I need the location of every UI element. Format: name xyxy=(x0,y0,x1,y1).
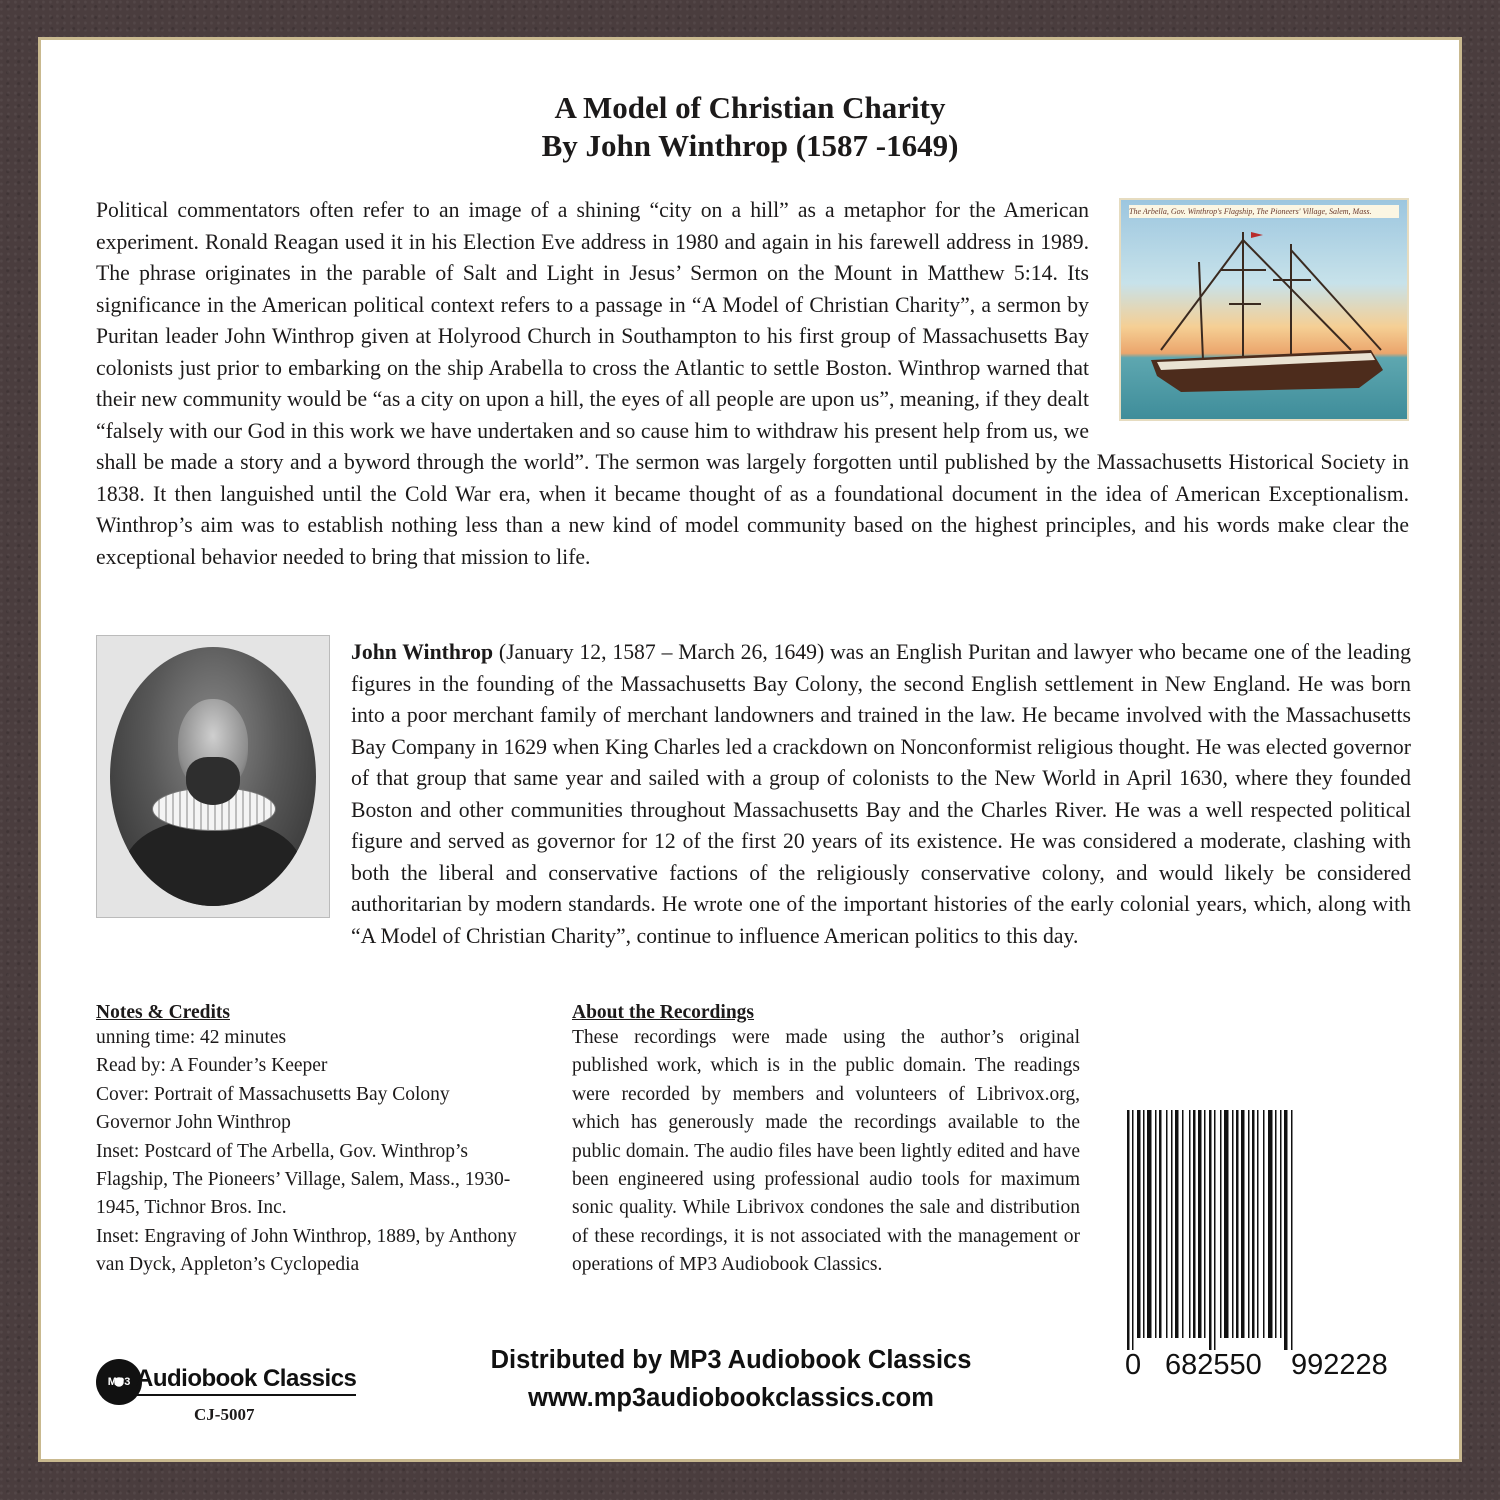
barcode-bar xyxy=(1209,1110,1212,1350)
barcode-bar xyxy=(1268,1110,1273,1338)
barcode-bar xyxy=(1291,1110,1293,1350)
notes-list xyxy=(96,1024,526,1280)
notes-line: unning time: 42 minutes xyxy=(96,1027,287,1048)
barcode-bar xyxy=(1232,1110,1234,1338)
barcode-digits-right: 992228 xyxy=(1291,1349,1388,1381)
barcode-bar xyxy=(1159,1110,1162,1338)
ship-postcard-image xyxy=(1119,198,1409,421)
title-line-1: A Model of Christian Charity xyxy=(554,90,946,125)
publisher-logo xyxy=(96,1357,357,1427)
bio-text: (January 12, 1587 – March 26, 1649) was an English Puritan and lawyer who became one of the leading figures in the founding of the Massachusetts Bay Colony, the second English settlement in New England. He was born into a poor merchant family of merchant landowners and trained in the law. He became involved with the Massachusetts Bay Company in 1629 when King Charles led a crackdown on Nonconformist religious thought. He was elected governor of that group that same year and sailed with a group of colonists to the New World in April 1630, where they founded Boston and other communities throughout Massachusetts Bay and the Charles River. He was a well respected political figure and served as governor for 12 of the first 20 years of its existence. He was considered a moderate, clashing with both the liberal and conservative factions of the religiously conservative colony, and would likely be considered authoritarian by modern standards. He wrote one of the important histories of the early colonial years, which, along with “A Model of Christian Charity”, continue to influence American politics to this day. xyxy=(351,640,1411,948)
website-url[interactable]: www.mp3audiobookclassics.com xyxy=(528,1384,934,1412)
notes-line: Inset: Postcard of The Arbella, Gov. Winthrop’s Flagship, The Pioneers’ Village, Salem, Mass., 1930-1945, Tichnor Bros. Inc. xyxy=(96,1140,511,1219)
winthrop-portrait xyxy=(96,635,330,918)
distributor-line: Distributed by MP3 Audiobook Classics xyxy=(490,1346,972,1374)
cd-icon: MP3 xyxy=(96,1359,142,1405)
recordings-text: These recordings were made using the author’s original published work, which is in the public domain. The readings were recorded by members and volunteers of Librivox.org, which has generously made the recordings available to the public domain. The audio files have been lightly edited and have been engineered using professional audio tools for maximum sonic quality. While Librivox condones the sale and distribution of these recordings, it is not associated with the management or operations of MP3 Audiobook Classics. xyxy=(572,1027,1080,1276)
barcode-bar xyxy=(1166,1110,1168,1338)
portrait-beard xyxy=(186,757,240,805)
barcode-bar xyxy=(1252,1110,1255,1338)
postcard-inset xyxy=(1119,198,1409,421)
cover-panel xyxy=(38,37,1462,1462)
barcode-bar xyxy=(1241,1110,1245,1338)
barcode-bar xyxy=(1248,1110,1250,1338)
barcode-bar xyxy=(1182,1110,1184,1338)
barcode-bar xyxy=(1143,1110,1145,1338)
barcode xyxy=(1125,1110,1415,1385)
barcode-bar xyxy=(1127,1110,1130,1350)
page-title xyxy=(41,89,1459,165)
barcode-bar xyxy=(1257,1110,1259,1338)
barcode-bar xyxy=(1224,1110,1229,1338)
portrait-oval xyxy=(110,647,316,906)
barcode-bar xyxy=(1263,1110,1265,1338)
notes-credits xyxy=(96,1002,526,1280)
barcode-bar xyxy=(1171,1110,1173,1338)
barcode-digits xyxy=(1125,1345,1415,1385)
barcode-bar xyxy=(1137,1110,1141,1338)
barcode-bar xyxy=(1220,1110,1222,1338)
ship-icon xyxy=(1121,200,1409,421)
barcode-bar xyxy=(1204,1110,1206,1338)
title-line-2: By John Winthrop (1587 -1649) xyxy=(541,128,959,163)
bio-name: John Winthrop xyxy=(351,640,494,664)
postcard-caption: The Arbella, Gov. Winthrop's Flagship, The Pioneers' Village, Salem, Mass. xyxy=(1129,205,1399,218)
intro-paragraph xyxy=(96,195,1409,573)
barcode-bar xyxy=(1189,1110,1191,1338)
barcode-bar xyxy=(1275,1110,1277,1338)
barcode-bar xyxy=(1132,1110,1134,1350)
barcode-bars xyxy=(1125,1110,1415,1350)
barcode-bar xyxy=(1193,1110,1196,1338)
barcode-bar xyxy=(1214,1110,1216,1350)
portrait-coat xyxy=(124,819,302,906)
barcode-bar xyxy=(1280,1110,1282,1338)
distribution-block xyxy=(421,1341,1041,1417)
notes-line: Cover: Portrait of Massachusetts Bay Colony Governor John Winthrop xyxy=(96,1083,450,1134)
recordings-heading: About the Recordings xyxy=(572,1002,755,1023)
barcode-bar xyxy=(1236,1110,1239,1338)
catalog-code: CJ-5007 xyxy=(194,1405,255,1424)
about-recordings xyxy=(572,1002,1080,1280)
notes-heading: Notes & Credits xyxy=(96,1002,230,1023)
barcode-bar xyxy=(1155,1110,1157,1338)
barcode-bar xyxy=(1198,1110,1202,1338)
barcode-digit-first: 0 xyxy=(1125,1349,1142,1381)
barcode-bar xyxy=(1147,1110,1152,1338)
barcode-bar xyxy=(1175,1110,1179,1338)
barcode-bar xyxy=(1284,1110,1288,1350)
bio-paragraph xyxy=(351,637,1411,952)
logo-name: Audiobook Classics xyxy=(136,1365,356,1396)
notes-line: Inset: Engraving of John Winthrop, 1889, by Anthony van Dyck, Appleton’s Cyclopedia xyxy=(96,1225,517,1276)
barcode-digits-left: 682550 xyxy=(1165,1349,1262,1381)
notes-line: Read by: A Founder’s Keeper xyxy=(96,1055,328,1077)
intro-text: Political commentators often refer to an image of a shining “city on a hill” as a metaphor for the American experiment. Ronald Reagan used it in his Election Eve address in 1980 and again in his farewell address in 1989. The phrase originates in the parable of Salt and Light in Jesus’ Sermon on the Mount in Matthew 5:14. Its significance in the American political context refers to a passage in “A Model of Christian Charity”, a sermon by Puritan leader John Winthrop given at Holyrood Church in Southampton to his first group of Massachusetts Bay colonists just prior to embarking on the ship Arabella to cross the Atlantic to settle Boston. Winthrop warned that their new community would be “as a city on upon a hill, the eyes of all people are upon us”, meaning, if they dealt “falsely with our God in this work we have undertaken and so cause him to withdraw his present help from us, we shall be made a story and a byword through the world”. The sermon was largely forgotten until published by the Massachusetts Historical Society in 1838. It then languished until the Cold War era, when it became thought of as a foundational document in the idea of American Exceptionalism. Winthrop’s aim was to establish nothing less than a new kind of model community based on the highest principles, and his words make clear the exceptional behavior needed to bring that mission to life. xyxy=(96,198,1409,569)
